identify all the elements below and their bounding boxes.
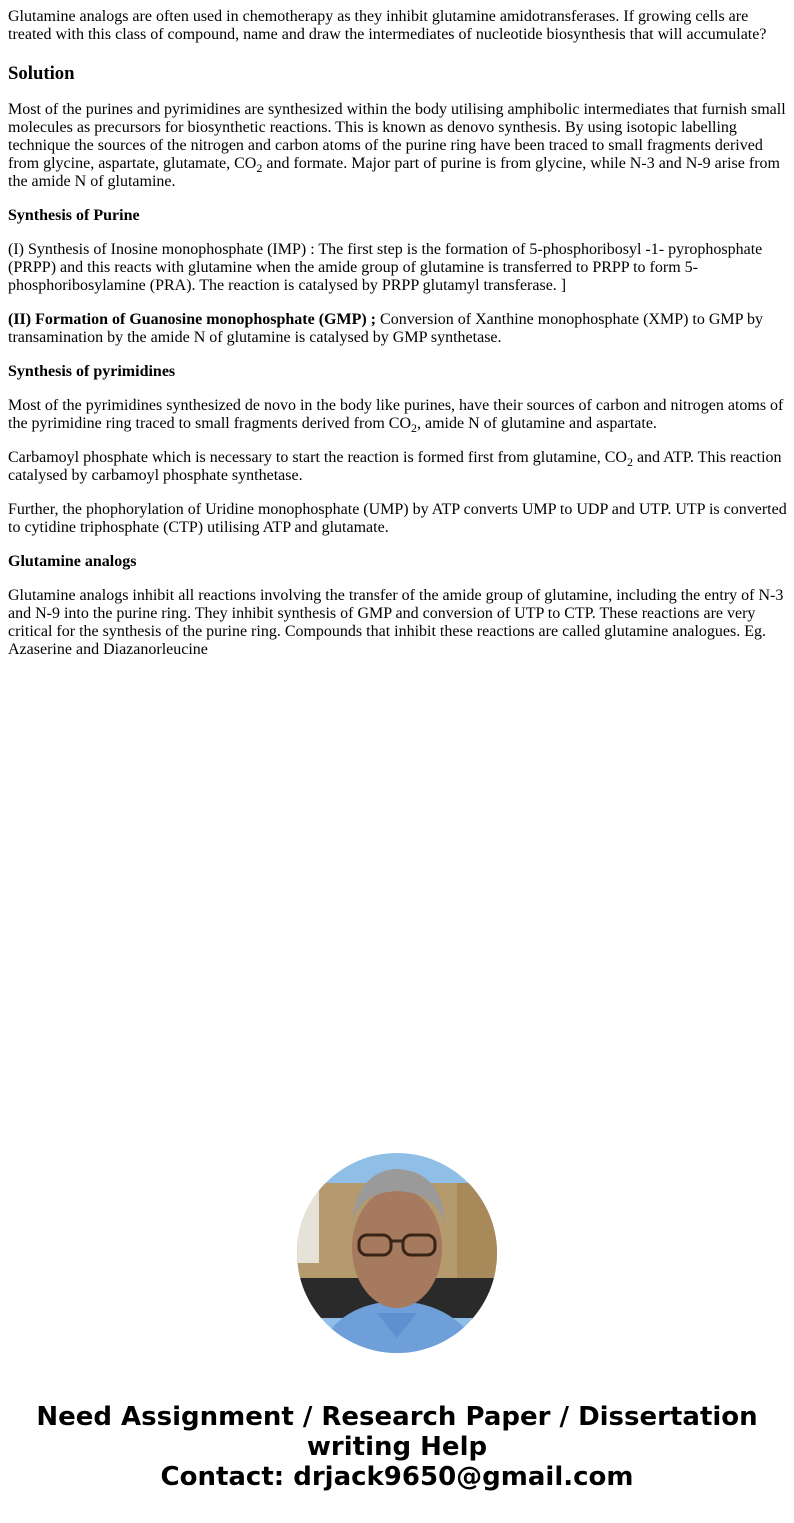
promo-line-1: Need Assignment / Research Paper / Dissertation xyxy=(36,1402,758,1432)
subscript: 2 xyxy=(256,161,263,176)
text: and ATP. This reaction catalysed by carbamoyl phosphate synthetase. xyxy=(8,449,782,484)
pyrimidine-paragraph-3: Further, the phophorylation of Uridine monophosphate (UMP) by ATP converts UMP to UDP and UTP. UTP is converted to cytidine triphosphate (CTP) utilising ATP and glutamate. xyxy=(8,501,787,536)
portrait-photo-icon xyxy=(297,1153,497,1353)
intro-text-a: Most of the purines and pyrimidines are synthesized within the body utilising amphibolic intermediates that furnish small molecules as precursors for biosynthetic reactions. This is known as denovo synthesis. By using isotopic labelling technique the sources of the nitrogen and carbon atoms of the purine ring have been traced to small fragments derived from glycine, aspartate, glutamate, CO xyxy=(8,101,786,172)
pyrimidine-paragraph-2 xyxy=(8,449,788,485)
promo-contact: Contact: drjack9650@gmail.com xyxy=(160,1462,634,1492)
gmp-text: Conversion of Xanthine monophosphate (XMP) to GMP by transamination by the amide N of glutamine is catalysed by GMP synthetase. xyxy=(8,311,763,346)
intro-paragraph xyxy=(8,101,788,191)
promo-line-2: writing Help xyxy=(306,1432,488,1462)
text: Carbamoyl phosphate which is necessary to start the reaction is formed first from glutamine, CO xyxy=(8,449,627,466)
analogs-heading: Glutamine analogs xyxy=(8,553,137,570)
analogs-paragraph: Glutamine analogs inhibit all reactions involving the transfer of the amide group of glutamine, including the entry of N-3 and N-9 into the purine ring. They inhibit synthesis of GMP and conversion of UTP to CTP. These reactions are very critical for the synthesis of the purine ring. Compounds that inhibit these reactions are called glutamine analogues. Eg. Azaserine and Diazanorleucine xyxy=(8,587,784,658)
purine-heading: Synthesis of Purine xyxy=(8,207,140,224)
solution-heading: Solution xyxy=(8,63,75,84)
intro-text-b: and formate. Major part of purine is from glycine, while N-3 and N-9 arise from the amide N of glutamine. xyxy=(8,155,780,190)
imp-paragraph: (I) Synthesis of Inosine monophosphate (IMP) : The first step is the formation of 5-phosphoribosyl -1- pyrophosphate (PRPP) and this reacts with glutamine when the amide group of glutamine is transferred to PRPP to form 5-phosphoribosylamine (PRA). The reaction is catalysed by PRPP glutamyl transferase. ] xyxy=(8,241,763,294)
subscript: 2 xyxy=(411,421,417,436)
gmp-label: (II) Formation of Guanosine monophosphate (GMP) ; xyxy=(8,311,377,328)
subscript: 2 xyxy=(626,455,633,470)
author-avatar xyxy=(297,1153,497,1353)
question-text: Glutamine analogs are often used in chemotherapy as they inhibit glutamine amidotransferases. If growing cells are treated with this class of compound, name and draw the intermediates of nucleotide biosynthesis that will accumulate? xyxy=(8,8,767,43)
promo-banner xyxy=(0,1402,794,1492)
text: , amide N of glutamine and aspartate. xyxy=(417,415,657,432)
pyrimidine-paragraph-1 xyxy=(8,397,788,436)
text: Most of the pyrimidines synthesized de novo in the body like purines, have their sources of carbon and nitrogen atoms of the pyrimidine ring traced to small fragments derived from CO xyxy=(8,397,784,432)
gmp-paragraph xyxy=(8,311,788,347)
document-body xyxy=(8,8,788,675)
pyrimidine-heading: Synthesis of pyrimidines xyxy=(8,363,176,380)
